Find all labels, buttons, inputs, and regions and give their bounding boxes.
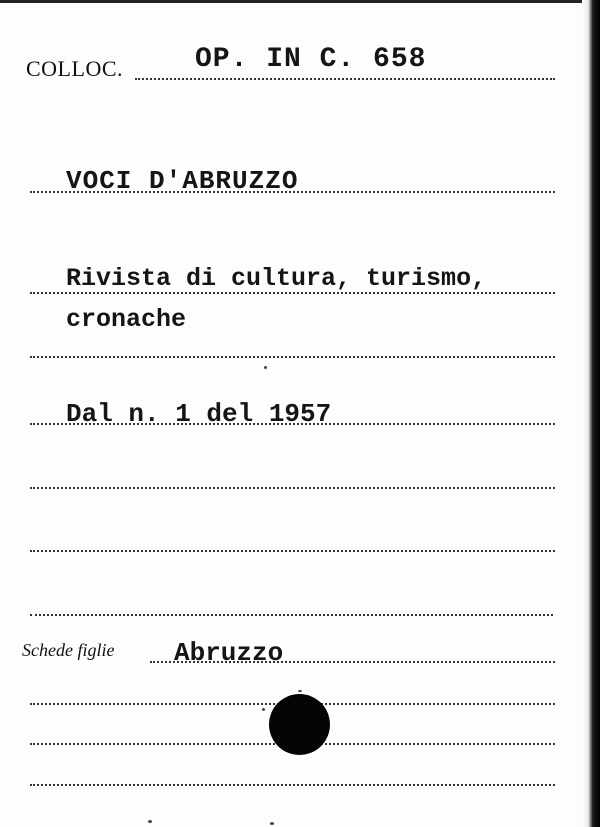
dotted-line-5 bbox=[30, 487, 555, 489]
card-right-edge bbox=[582, 0, 600, 827]
colloc-value: OP. IN C. 658 bbox=[195, 44, 427, 75]
card-top-edge bbox=[0, 0, 600, 3]
colloc-dotted-line bbox=[135, 78, 555, 80]
scan-speck bbox=[298, 690, 302, 692]
holdings-text: Dal n. 1 del 1957 bbox=[66, 399, 332, 429]
schede-figlie-label: Schede figlie bbox=[22, 640, 115, 660]
schede-figlie-value: Abruzzo bbox=[174, 638, 284, 668]
dotted-line-3 bbox=[30, 356, 555, 358]
subtitle-line-2: cronache bbox=[66, 305, 187, 334]
dotted-line-7 bbox=[30, 614, 553, 616]
scan-speck bbox=[148, 820, 152, 823]
punch-hole bbox=[269, 694, 330, 755]
title-text: VOCI D'ABRUZZO bbox=[66, 166, 299, 196]
dotted-line-6 bbox=[30, 550, 555, 552]
colloc-label: COLLOC. bbox=[26, 56, 123, 81]
subtitle-line-1: Rivista di cultura, turismo, bbox=[66, 264, 487, 293]
scan-speck bbox=[270, 822, 274, 825]
dotted-line-11 bbox=[30, 784, 555, 786]
scan-speck bbox=[262, 708, 265, 711]
scan-speck bbox=[264, 366, 267, 369]
